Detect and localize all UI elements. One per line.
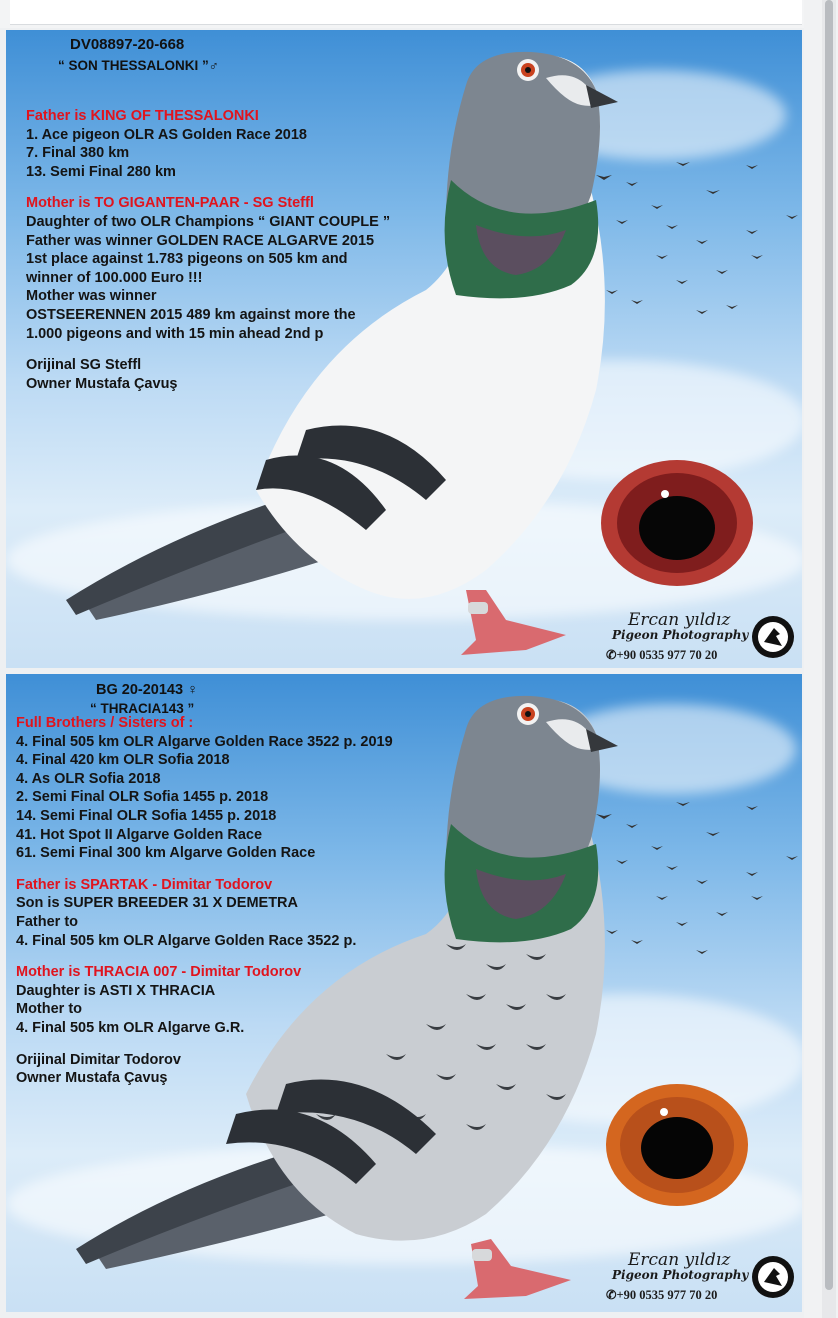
spacer (16, 863, 393, 876)
scrollbar[interactable] (822, 0, 836, 1318)
pedigree-line: 13. Semi Final 280 km (26, 163, 176, 180)
section-heading: Mother is THRACIA 007 - Dimitar Todorov (16, 964, 302, 981)
pedigree-line: Son is SUPER BREEDER 31 X DEMETRA (16, 895, 298, 912)
pedigree-text (26, 107, 390, 393)
photography-studio: Pigeon Photography (612, 628, 749, 642)
pedigree-line: 61. Semi Final 300 km Algarve Golden Race (16, 845, 316, 862)
section-heading: Mother is TO GIGANTEN-PAAR - SG Steffl (26, 195, 314, 212)
top-strip (0, 0, 838, 28)
pedigree-line: 1. Ace pigeon OLR AS Golden Race 2018 (26, 126, 307, 143)
photographer-signature (606, 1252, 796, 1308)
eye-closeup-icon (598, 458, 756, 588)
pedigree-line: Daughter of two OLR Champions “ GIANT COUPLE ” (26, 213, 391, 230)
scrollbar-thumb[interactable] (825, 0, 833, 1290)
pedigree-line: winner of 100.000 Euro !!! (26, 269, 203, 286)
section-heading: Full Brothers / Sisters of : (16, 715, 194, 731)
pedigree-line: Father to (16, 913, 79, 930)
photographer-logo-icon (750, 1254, 796, 1300)
ring-number: BG 20-20143 ♀ (96, 682, 198, 698)
pedigree-line: 1st place against 1.783 pigeons on 505 km and (26, 251, 348, 268)
pigeon-name: “ THRACIA143 ” (90, 701, 195, 716)
pedigree-line: 2. Semi Final OLR Sofia 1455 p. 2018 (16, 789, 269, 806)
spacer (16, 950, 393, 963)
ring-number: DV08897-20-668 (70, 36, 185, 53)
pedigree-line: 4. Final 505 km OLR Algarve G.R. (16, 1019, 245, 1036)
spacer (16, 1038, 393, 1051)
pedigree-line: Mother was winner (26, 288, 157, 305)
pedigree-line: OSTSEERENNEN 2015 489 km against more the (26, 306, 356, 323)
phone-number (606, 647, 717, 663)
pedigree-text (16, 714, 393, 1088)
pedigree-line: Orijinal Dimitar Todorov (16, 1051, 181, 1068)
pedigree-line: 4. Final 505 km OLR Algarve Golden Race 3522 p. 2019 (16, 733, 393, 750)
photographer-name: Ercan yıldız (628, 1250, 731, 1270)
pedigree-line: 4. Final 505 km OLR Algarve Golden Race 3522 p. (16, 932, 357, 949)
section-heading: Father is SPARTAK - Dimitar Todorov (16, 876, 273, 893)
spacer (26, 181, 390, 194)
pedigree-line: Father was winner GOLDEN RACE ALGARVE 2015 (26, 232, 375, 249)
pedigree-line: 1.000 pigeons and with 15 min ahead 2nd p (26, 325, 324, 342)
pigeon-card-2 (6, 674, 802, 1312)
section-heading: Father is KING OF THESSALONKI (26, 108, 259, 124)
phone-text: +90 0535 977 70 20 (616, 648, 718, 662)
pedigree-line: 4. As OLR Sofia 2018 (16, 770, 161, 787)
photographer-name: Ercan yıldız (628, 610, 731, 630)
pedigree-line: Owner Mustafa Çavuş (16, 1070, 168, 1087)
flock-of-birds-icon (586, 162, 798, 314)
photographer-logo-icon (750, 614, 796, 660)
pedigree-line: 7. Final 380 km (26, 145, 130, 162)
phone-text: +90 0535 977 70 20 (616, 1288, 718, 1302)
eye-closeup-icon (604, 1082, 750, 1208)
spacer (26, 343, 390, 356)
pigeon-name: “ SON THESSALONKI ”♂ (58, 58, 219, 73)
pedigree-line: Owner Mustafa Çavuş (26, 375, 178, 392)
pedigree-line: Daughter is ASTI X THRACIA (16, 982, 216, 999)
pedigree-line: 41. Hot Spot II Algarve Golden Race (16, 826, 263, 843)
phone-number (606, 1287, 717, 1303)
phone-icon: ✆ (606, 1288, 617, 1302)
pigeon-card-1 (6, 30, 802, 668)
pedigree-line: 4. Final 420 km OLR Sofia 2018 (16, 752, 230, 769)
phone-icon: ✆ (606, 648, 617, 662)
pedigree-line: 14. Semi Final OLR Sofia 1455 p. 2018 (16, 807, 277, 824)
pedigree-line: Mother to (16, 1001, 83, 1018)
photography-studio: Pigeon Photography (612, 1268, 749, 1282)
pedigree-line: Orijinal SG Steffl (26, 357, 142, 374)
previous-page-edge (10, 0, 802, 25)
photographer-signature (606, 612, 796, 668)
flock-of-birds-icon (586, 802, 798, 954)
